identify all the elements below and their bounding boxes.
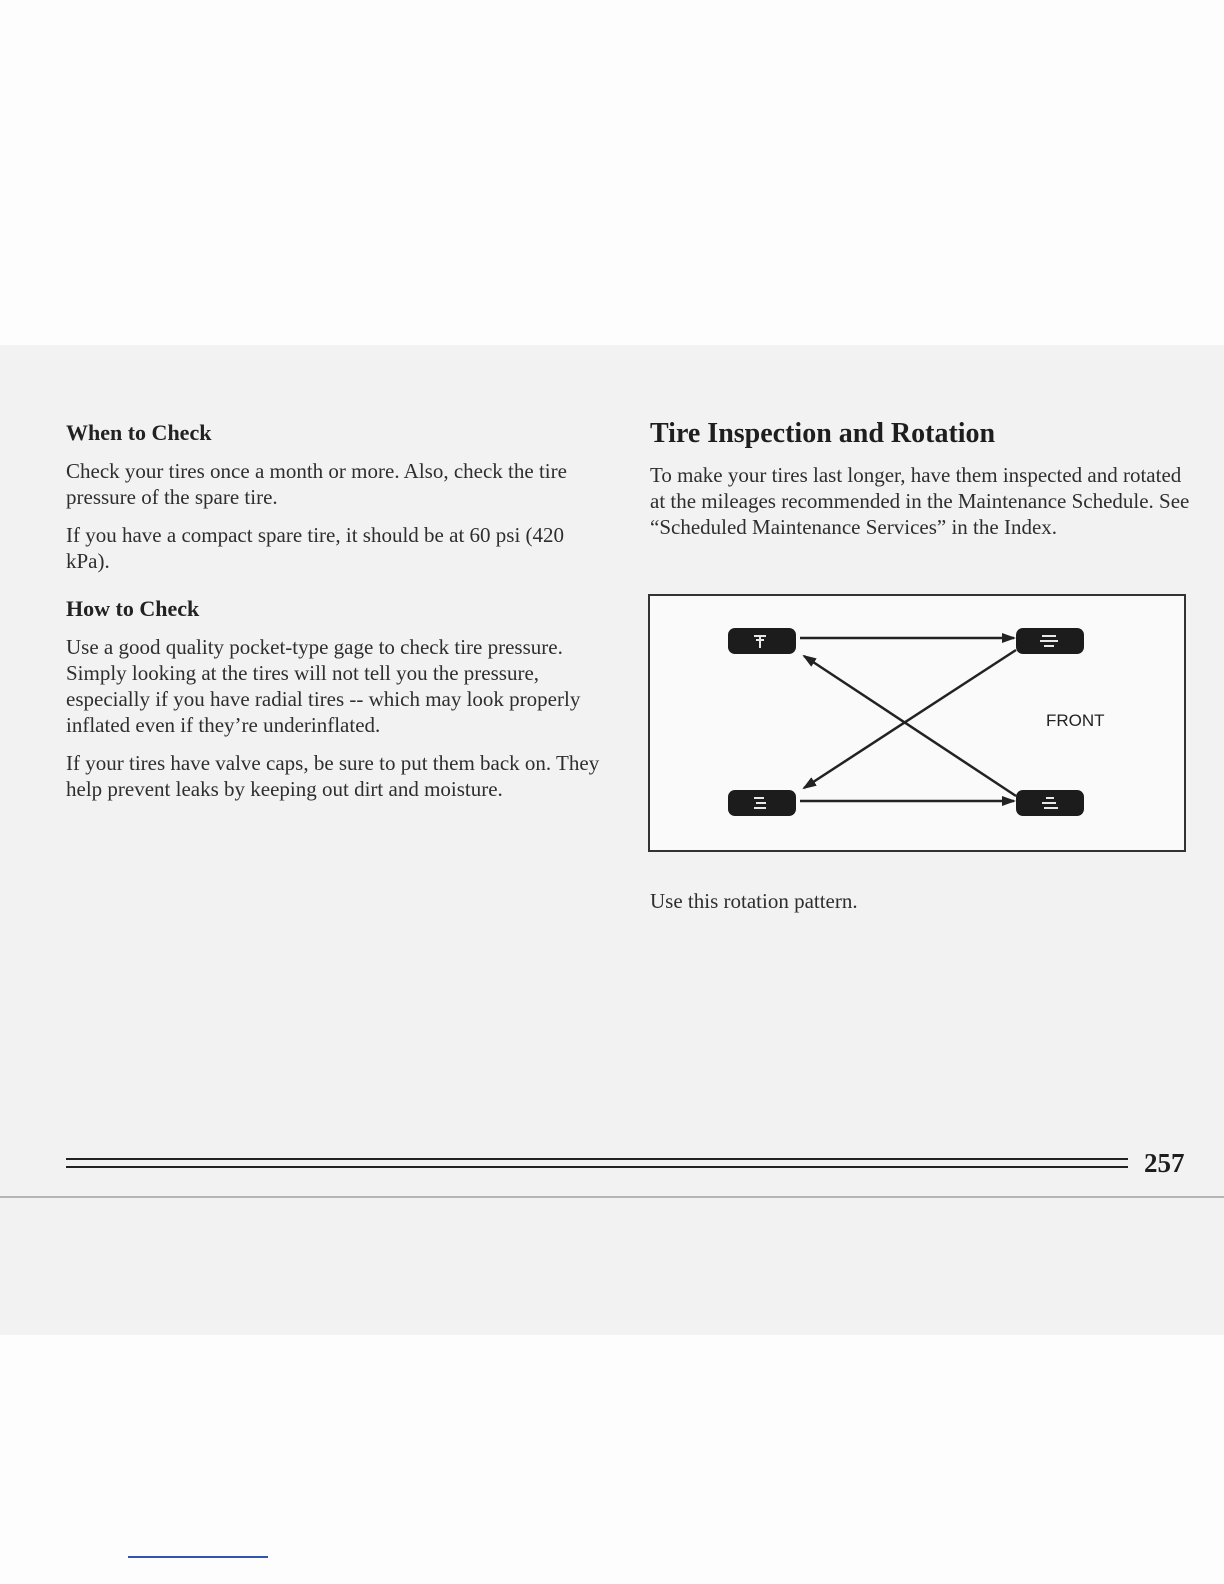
tire-front-left — [1016, 628, 1084, 654]
when-to-check-heading: When to Check — [66, 420, 212, 445]
how-to-check-heading: How to Check — [66, 596, 200, 621]
right-column — [650, 418, 1190, 552]
diagram-caption: Use this rotation pattern. — [650, 889, 858, 913]
page-number: 257 — [1144, 1148, 1185, 1178]
arrow-front-left-to-rear-right — [804, 650, 1016, 788]
left-column — [66, 420, 611, 814]
tire-front-right — [1016, 790, 1084, 816]
front-label: FRONT — [1046, 711, 1105, 730]
tire-rotation-intro: To make your tires last longer, have them inspected and rotated at the mileages recommended in the Maintenance Schedule. See “Scheduled Maintenance Services” in the Index. — [650, 463, 1190, 539]
how-to-check-paragraph-1: Use a good quality pocket-type gage to check tire pressure. Simply looking at the tires will not tell you the pressure, especially if you have radial tires -- which may look properly inflated even if they’re underinflated. — [66, 635, 581, 737]
scan-edge-rule — [0, 1196, 1224, 1198]
when-to-check-paragraph-1: Check your tires once a month or more. Also, check the tire pressure of the spare tire. — [66, 459, 567, 509]
when-to-check-paragraph-2: If you have a compact spare tire, it should be at 60 psi (420 kPa). — [66, 523, 565, 573]
arrow-front-right-to-rear-left — [804, 656, 1016, 796]
tire-rear-left — [728, 628, 796, 654]
rotation-diagram — [648, 594, 1186, 852]
footer-double-rule — [66, 1158, 1128, 1172]
bottom-stub-line — [128, 1556, 268, 1558]
tire-rotation-heading: Tire Inspection and Rotation — [650, 418, 996, 449]
tire-rear-right — [728, 790, 796, 816]
how-to-check-paragraph-2: If your tires have valve caps, be sure to put them back on. They help prevent leaks by keeping out dirt and moisture. — [66, 751, 600, 801]
